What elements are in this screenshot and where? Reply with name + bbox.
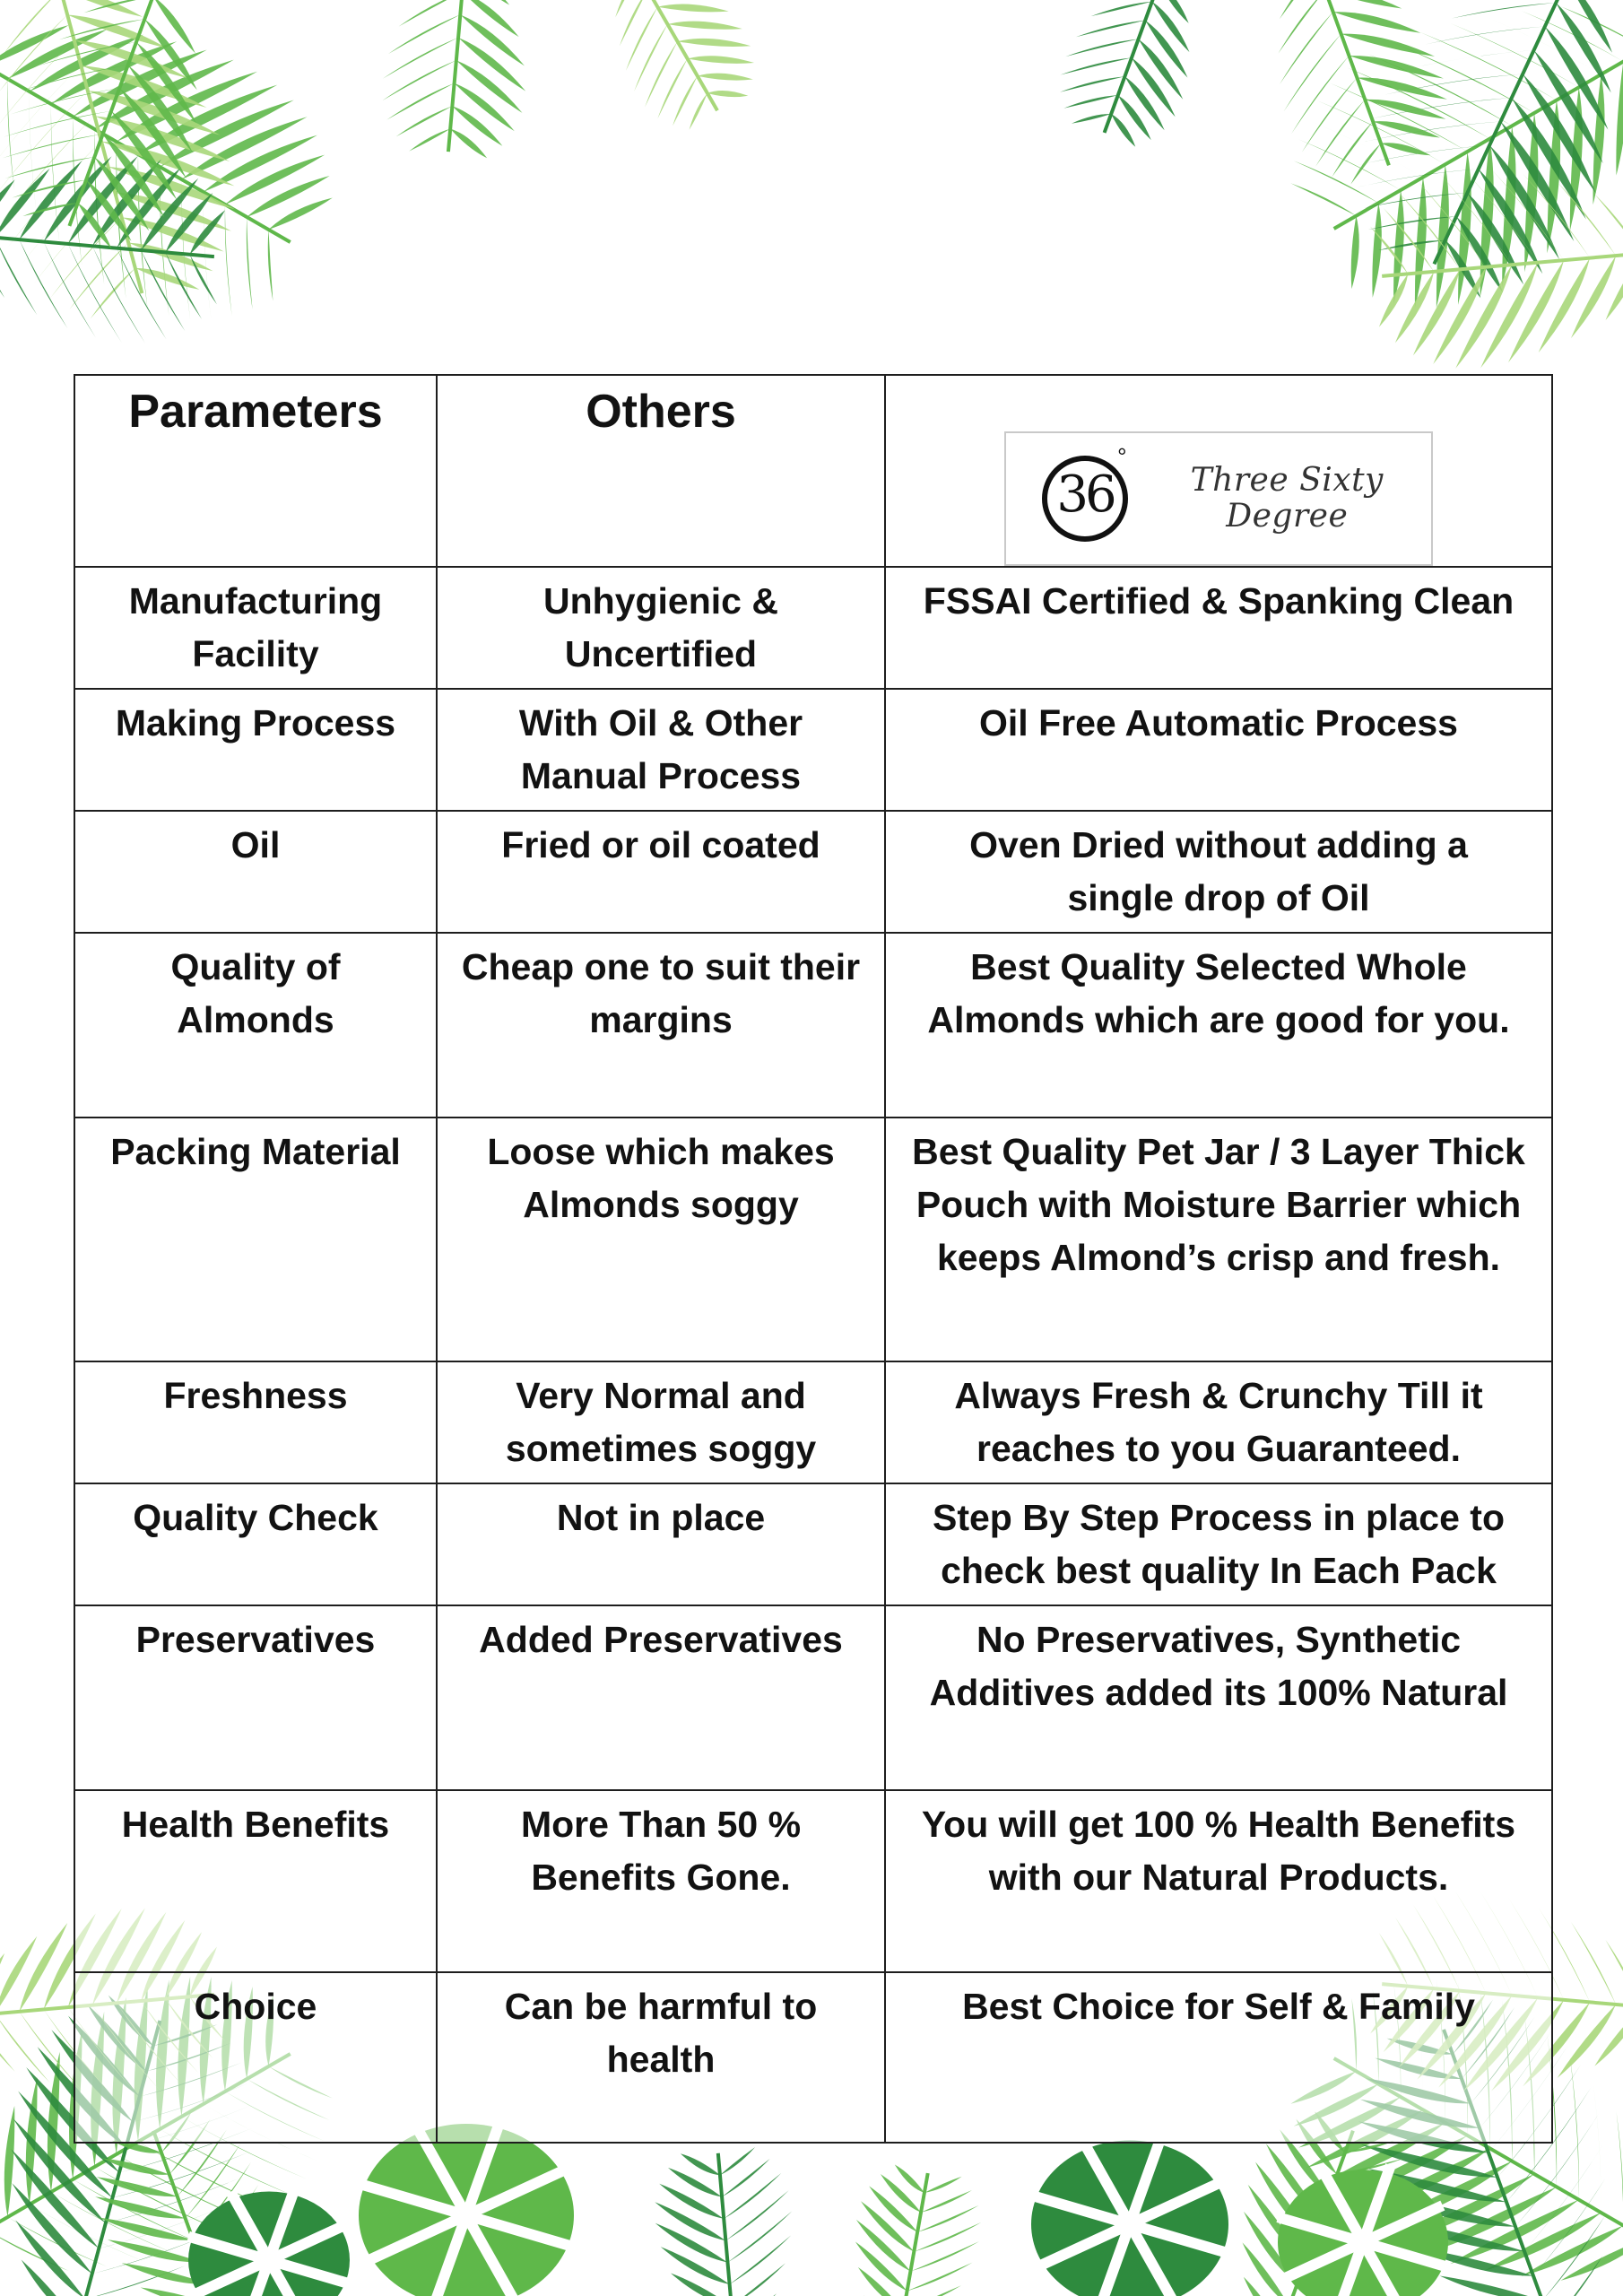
row-parameter: Manufacturing Facility bbox=[74, 567, 437, 689]
monstera-leaf bbox=[359, 2118, 574, 2296]
row-brand: Best Quality Selected Whole Almonds which are good for you. bbox=[885, 933, 1552, 1118]
row-brand: Always Fresh & Crunchy Till it reaches to you Guaranteed. bbox=[885, 1361, 1552, 1483]
palm-frond bbox=[649, 2144, 803, 2296]
row-brand: Best Quality Pet Jar / 3 Layer Thick Pouch with Moisture Barrier which keeps Almond’s crisp and fresh. bbox=[885, 1118, 1552, 1361]
row-parameter: Making Process bbox=[74, 689, 437, 811]
row-brand: Best Choice for Self & Family bbox=[885, 1972, 1552, 2143]
palm-frond bbox=[1366, 152, 1623, 377]
row-parameter: Packing Material bbox=[74, 1118, 437, 1361]
table-row bbox=[74, 567, 1552, 689]
table-row bbox=[74, 689, 1552, 811]
row-others: Fried or oil coated bbox=[437, 811, 885, 933]
header-brand-logo-cell bbox=[885, 375, 1552, 567]
row-parameter: Freshness bbox=[74, 1361, 437, 1483]
row-parameter: Quality of Almonds bbox=[74, 933, 437, 1118]
row-parameter: Preservatives bbox=[74, 1605, 437, 1790]
three-sixty-degree-logo bbox=[1004, 431, 1433, 566]
table-header-row bbox=[74, 375, 1552, 567]
header-others: Others bbox=[437, 375, 885, 567]
palm-frond bbox=[377, 0, 538, 161]
row-parameter: Choice bbox=[74, 1972, 437, 2143]
row-others: More Than 50 % Benefits Gone. bbox=[437, 1790, 885, 1972]
logo-circle-36 bbox=[1040, 443, 1127, 544]
row-others: Cheap one to suit their margins bbox=[437, 933, 885, 1118]
row-others: Not in place bbox=[437, 1483, 885, 1605]
palm-frond bbox=[1045, 0, 1224, 157]
row-brand: No Preservatives, Synthetic Additives added its 100% Natural bbox=[885, 1605, 1552, 1790]
row-brand: Oil Free Automatic Process bbox=[885, 689, 1552, 811]
palm-frond bbox=[574, 0, 773, 144]
table-row bbox=[74, 1605, 1552, 1790]
palm-frond bbox=[835, 2160, 989, 2296]
row-brand: Step By Step Process in place to check best quality In Each Pack bbox=[885, 1483, 1552, 1605]
row-brand: You will get 100 % Health Benefits with our Natural Products. bbox=[885, 1790, 1552, 1972]
row-brand: Oven Dried without adding a single drop of Oil bbox=[885, 811, 1552, 933]
row-brand: FSSAI Certified & Spanking Clean bbox=[885, 567, 1552, 689]
row-others: Loose which makes Almonds soggy bbox=[437, 1118, 885, 1361]
table-row bbox=[74, 1972, 1552, 2143]
monstera-leaf bbox=[1031, 2135, 1228, 2296]
logo-wordmark: Three Sixty Degree bbox=[1190, 462, 1384, 535]
row-parameter: Health Benefits bbox=[74, 1790, 437, 1972]
palm-frond bbox=[1233, 0, 1467, 197]
row-others: Added Preservatives bbox=[437, 1605, 885, 1790]
logo-number: 36 bbox=[1056, 465, 1114, 524]
table-row bbox=[74, 933, 1552, 1118]
table-row bbox=[74, 1361, 1552, 1483]
table-row bbox=[74, 1483, 1552, 1605]
table-row bbox=[74, 1790, 1552, 1972]
row-others: Unhygienic & Uncertified bbox=[437, 567, 885, 689]
table-row bbox=[74, 1118, 1552, 1361]
row-others: Can be harmful to health bbox=[437, 1972, 885, 2143]
comparison-table bbox=[74, 374, 1553, 2144]
logo-degree-symbol: ° bbox=[1117, 443, 1127, 470]
row-parameter: Quality Check bbox=[74, 1483, 437, 1605]
table-row bbox=[74, 811, 1552, 933]
monstera-leaf bbox=[188, 2187, 350, 2296]
header-parameters: Parameters bbox=[74, 375, 437, 567]
row-others: With Oil & Other Manual Process bbox=[437, 689, 885, 811]
row-parameter: Oil bbox=[74, 811, 437, 933]
row-others: Very Normal and sometimes soggy bbox=[437, 1361, 885, 1483]
